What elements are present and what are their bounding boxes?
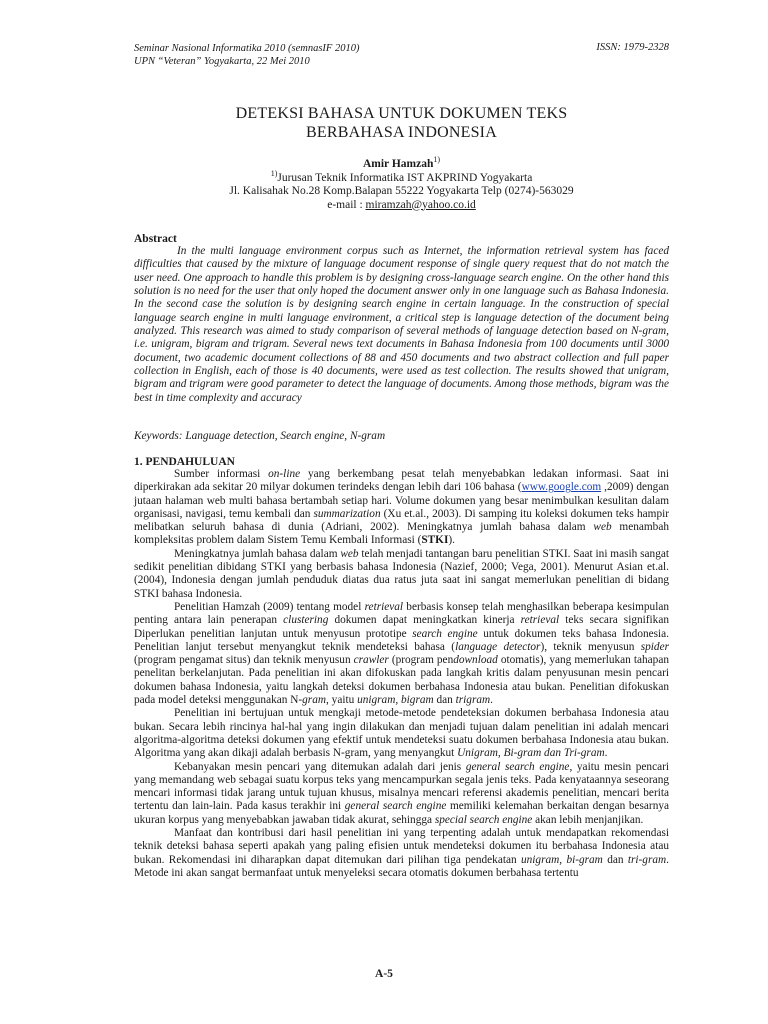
paragraph: Manfaat dan kontribusi dari hasil penelitian ini yang terpenting adalah untuk mendapatkan rekomendasi teknik deteksi bahasa seperti apakah yang paling efisien untuk mendeteksi dokumen itu berbahasa Indonesia atau bukan. Rekomendasi ini diharapkan dapat ditemukan dari pilihan tiga pendekatan unigram, bi-gram dan tri-gram. Metode ini akan sangat bermanfaat untuk menyeleksi secara otomatis dokumen berbahasa tertentu xyxy=(134,827,669,879)
author-affiliation: $^{1)}$Jurusan Teknik Informatika IST AKPRIND Yogyakarta xyxy=(270,168,533,184)
conference-location-date: UPN “Veteran” Yogyakarta, 22 Mei 2010 xyxy=(134,56,310,67)
paragraph: Penelitian ini bertujuan untuk mengkaji metode-metode pendeteksian dokumen berbahasa Indonesia atau bukan. Secara lebih rincinya hal-hal yang ingin dilakukan dan menjadi tujuan dalam penelitian ini adalah mencari algoritma-algoritma deteksi dokumen yang efektif untuk mendeteksi suatu dokumen berbahasa Indonesia atau bukan. Algoritma yang akan dikaji adalah berbasis N-gram, yang menyangkut Unigram, Bi-gram dan Tri-gram. xyxy=(134,707,669,760)
paragraph: Sumber informasi on-line yang berkembang pesat telah menyebabkan ledakan informasi. Saat ini diperkirakan ada sekitar 20 milyar dokumen terindeks dengan lebih dari 106 bahasa (www.google.com ,2009) dengan jutaan halaman web multi bahasa bertambah setiap hari. Volume dokumen yang besar menimbulkan kesulitan dalam organisasi, navigasi, temu kembali dan summarization (Xu et.al., 2003). Di samping itu koleksi dokumen teks hampir melibatkan seluruh bahasa di dunia (Adriani, 2002). Meningkatnya jumlah bahasa dalam web menambah kompleksitas problem dalam Sistem Temu Kembali Informasi (STKI). xyxy=(134,468,669,547)
google-link[interactable]: www.google.com xyxy=(521,481,602,494)
author-name: Amir Hamzah$^{1)}$ xyxy=(362,155,441,170)
abstract-text: In the multi language environment corpus such as Internet, the information retrieval system has faced difficulties that caused by the mixture of language document response of single query request that do not match the user need. One approach to handle this problem is by designing cross-language search engine. On the other hand this solution is no need for the user that only hoped the document answer only in one language such as Bahasa Indonesia. In the second case the solution is by designing search engine in certain language. In the construction of special language search engine in multi language environment, a critical step is language detection of the document being analyzed. This research was aimed to study comparison of several methods of language detection based on N-gram, i.e. unigram, bigram and trigram. Several news text documents in Bahasa Indonesia from 100 documents until 3000 document, two academic document collections of 88 and 450 documents and two abstract collection and full paper collection in English, each of those is 40 documents, were used as test collection. The results showed that unigram, bigram and trigram were good parameter to detect the language of documents. Among those methods, bigram was the best in time complexity and accuracy xyxy=(134,245,669,404)
keywords: Keywords: Language detection, Search engine, N-gram xyxy=(134,430,386,442)
conference-name: Seminar Nasional Informatika 2010 (semnasIF 2010) xyxy=(134,43,360,54)
running-header xyxy=(134,42,359,68)
paragraph: Kebanyakan mesin pencari yang ditemukan adalah dari jenis general search engine, yaitu mesin pencari yang memandang web sebagai suatu korpus teks yang mencampurkan segala jenis teks. Pada kenyataannya seseorang mencari informasi tidak jarang untuk tujuan khusus, misalnya mencari referensi akademis penelitian, mencari berita tertentu dan lain-lain. Pada kasus terakhir ini general search engine memiliki kelemahan berkaitan dengan besarnya ukuran korpus yang menyebabkan jawaban tidak akurat, sehingga special search engine akan lebih menjanjikan. xyxy=(134,760,670,826)
paper-title: DETEKSI BAHASA UNTUK DOKUMEN TEKS BERBAHASA INDONESIA xyxy=(235,105,568,141)
section-heading: 1. PENDAHULUAN xyxy=(134,456,235,468)
author-email: e-mail : miramzah@yahoo.co.id xyxy=(327,198,476,211)
paragraph: Penelitian Hamzah (2009) tentang model retrieval berbasis konsep telah menghasilkan beberapa kesimpulan penting antara lain penerapan clustering dokumen dapat meningkatkan kinerja retrieval teks secara signifikan Diperlukan penelitian lanjutan untuk menyusun prototipe search engine untuk dokumen teks bahasa Indonesia. Penelitian lanjut tersebut menyangkut teknik mendeteksi bahasa (language detector), teknik menyusun spider (program pengamat situs) dan teknik menyusun crawler (program pendownload otomatis), yang memerlukan tahapan penelitan berkelanjutan. Pada penelitian ini akan difokuskan pada langkah kritis dalam penyusunan mesin pencari dokumen bahasa Indonesia, yaitu langkah deteksi dokumen berbahasa Indonesia atau bukan. Penelitian difokuskan pada model deteksi menggunakan N-gram, yaitu unigram, bigram dan trigram. xyxy=(134,600,670,707)
issn: ISSN: 1979-2328 xyxy=(596,42,669,53)
author-block xyxy=(134,155,669,212)
email-link[interactable]: miramzah@yahoo.co.id xyxy=(365,198,476,211)
section-body xyxy=(134,468,669,880)
paragraph: Meningkatnya jumlah bahasa dalam web telah menjadi tantangan baru penelitian STKI. Saat ini masih sangat sedikit penelitian dibidang STKI yang berbasis bahasa Indonesia (Nazief, 2000; Vega, 2001). Menurut Asian et.al.(2004), Indonesia dengan jumlah penduduk diatas dua ratus juta saat ini sangat memerlukan penelitian di bidang STKI bahasa Indonesia. xyxy=(134,547,669,600)
page-number: A-5 xyxy=(375,968,393,980)
abstract-heading: Abstract xyxy=(134,233,177,245)
author-address: Jl. Kalisahak No.28 Komp.Balapan 55222 Yogyakarta Telp (0274)-563029 xyxy=(229,185,574,197)
